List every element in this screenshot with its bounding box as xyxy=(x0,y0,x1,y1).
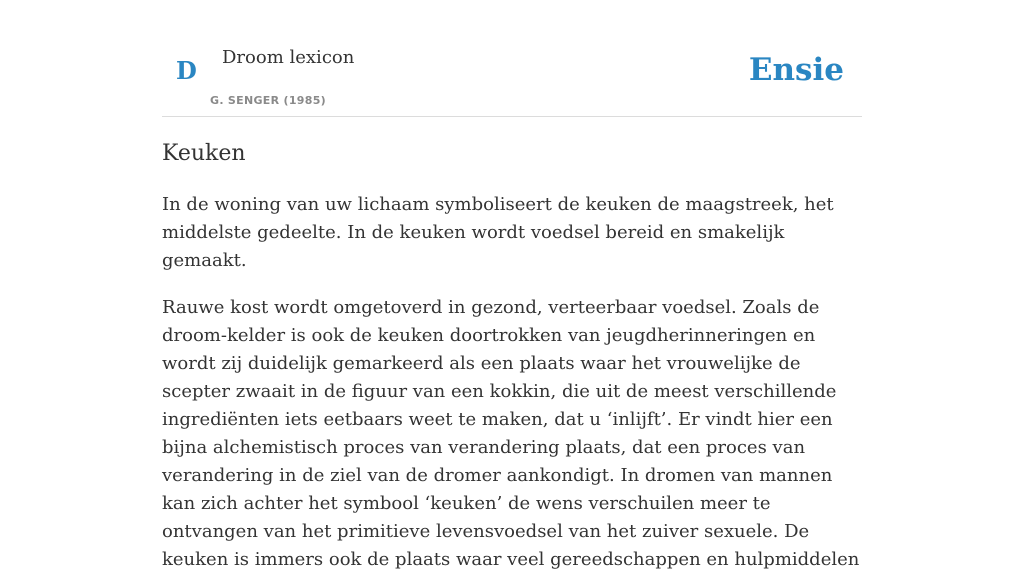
entry-paragraph: Rauwe kost wordt omgetoverd in gezond, verteerbaar voedsel. Zoals de droom-kelder is ook de keuken doortrokken van jeugdherinneringen en wordt zij duidelijk gemarkeerd als een plaats waar het vrouwelijke de scepter zwaait in de figuur van een kokkin, die uit de meest verschillende ingrediënten iets eetbaars weet te maken, dat u ‘inlijft’. Er vindt hier een bijna alchemistisch proces van verandering plaats, dat een proces van verandering in de ziel van de dromer aankondigt. In dromen van mannen kan zich achter het symbool ‘keuken’ de wens verschuilen meer te ontvangen van het primitieve levensvoedsel van het zuiver sexuele. De keuken is immers ook de plaats waar veel gereedschappen en hulpmiddelen xyxy=(162,297,860,570)
letter-index-link[interactable]: D xyxy=(176,56,197,85)
entry-title: Keuken xyxy=(162,141,246,166)
source-author: G. SENGER (1985) xyxy=(210,94,326,107)
entry-content xyxy=(162,138,862,574)
source-header xyxy=(162,0,862,117)
source-title[interactable]: Droom lexicon xyxy=(222,47,355,68)
brand-logo[interactable]: Ensie xyxy=(748,52,844,88)
entry-paragraph: In de woning van uw lichaam symboliseert de keuken de maagstreek, het middelste gedeelte. In de keuken wordt voedsel bereid en smakelijk gemaakt. xyxy=(162,194,834,271)
